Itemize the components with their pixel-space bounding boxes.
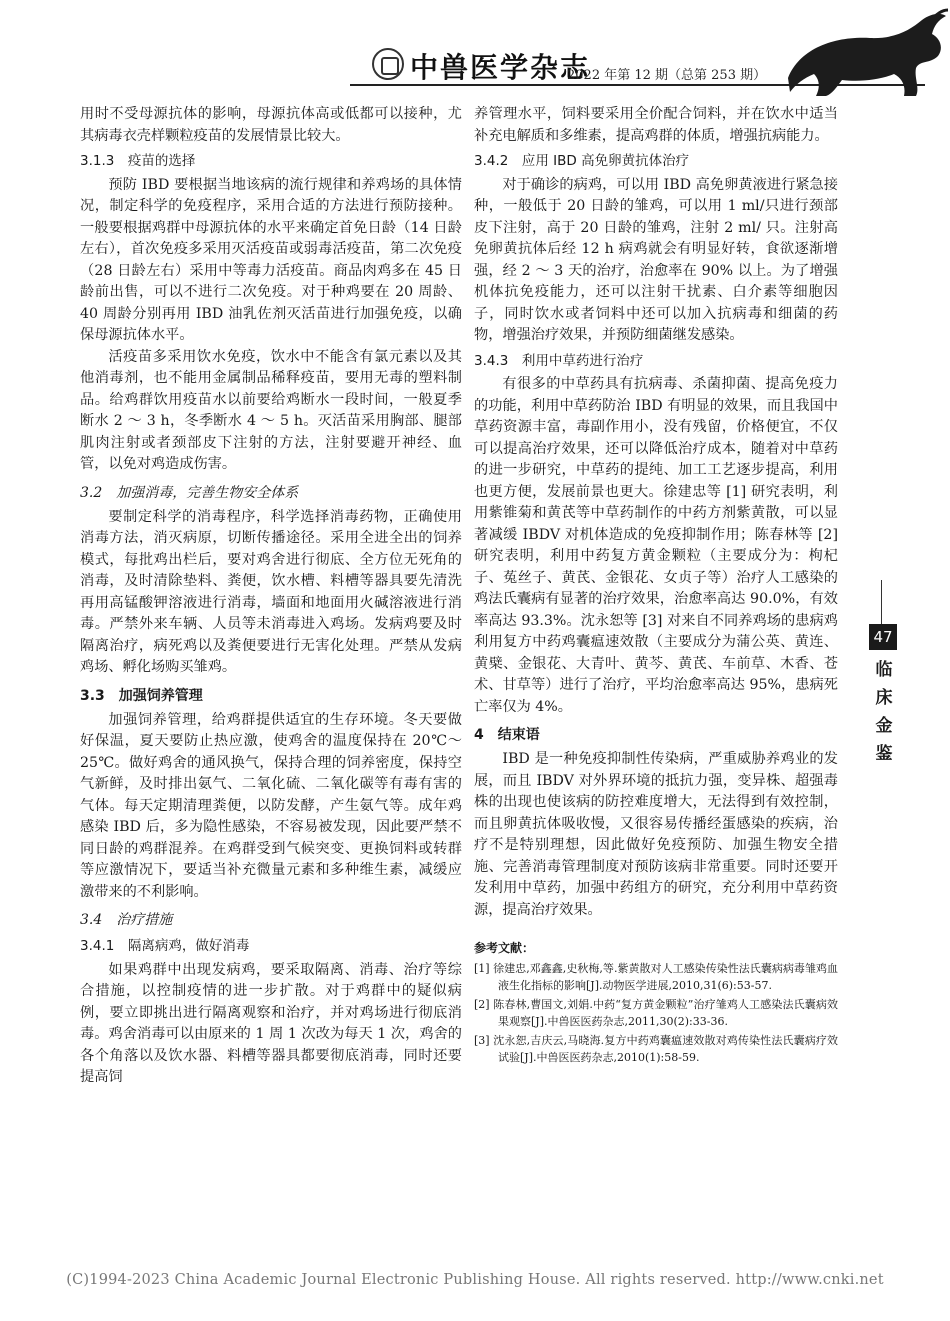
- reference-item: [3] 沈永恕,吉庆云,马晓海.复方中药鸡囊瘟速效散对鸡传染性法氏囊病疗效试验[J].中兽医医药杂志,2010(1):58-59.: [474, 1034, 838, 1064]
- heading-3-3: 3.3 加强饲养管理: [80, 687, 203, 704]
- right-column: [474, 104, 838, 1068]
- heading-3-4-3: 3.4.3 利用中草药进行治疗: [474, 352, 644, 369]
- section-label-char: 金: [875, 716, 893, 736]
- paragraph-vaccine-selection: 预防 IBD 要根据当地该病的流行规律和养鸡场的具体情况，制定科学的免疫程序，采用合适的方法进行预防接种。一般要根据鸡群中母源抗体的水平来确定首免日龄（14 日龄左右），首次免疫多采用灭活疫苗或弱毒活疫苗，第二次免疫（28 日龄左右）采用中等毒力活疫苗。商品肉鸡多在 45 日龄前出售，可以不进行二次免疫。对于种鸡要在 20 周龄、40 周龄分别再用 IBD 油乳佐剂灭活苗进行加强免疫，以确保母源抗体水平。: [80, 176, 462, 343]
- paragraph-conclusion: IBD 是一种免疫抑制性传染病，严重威胁养鸡业的发展，而且 IBDV 对外界环境的抵抗力强，变异株、超强毒株的出现也使该病的防控难度增大，无法得到有效控制，而且卵黄抗体吸收慢，又很容易传播经蛋感染的疾病，治疗不是特别理想，因此做好免疫预防、加强生物安全措施、完善消毒管理制度对预防该病非常重要。同时还要开发利用中草药，加强中药组方的研究，充分利用中草药资源，提高治疗效果。: [474, 751, 838, 918]
- heading-3-4-1: 3.4.1 隔离病鸡，做好消毒: [80, 938, 250, 954]
- journal-seal-icon: [372, 48, 404, 80]
- journal-name: 中兽医学杂志: [410, 51, 591, 84]
- paragraph-vaccine-administration: 活疫苗多采用饮水免疫，饮水中不能含有氯元素以及其他消毒剂，也不能用金属制品稀释疫苗，要用无毒的塑料制品。给鸡群饮用疫苗水以前要给鸡断水一段时间，一般夏季断水 2 ～ 3 h，冬季断水 4 ～ 5 h。灭活苗采用胸部、腿部肌肉注射或者颈部皮下注射的方法，注射要避开神经、血管，以免对鸡造成伤害。: [80, 348, 462, 472]
- reference-item: [1] 徐建忠,邓鑫鑫,史秋梅,等.紫黄散对人工感染传染性法氏囊病病毒雏鸡血液生化指标的影响[J].动物医学进展,2010,31(6):53-57.: [474, 962, 838, 992]
- paragraph-isolation-continued: 养管理水平，饲料要采用全价配合饲料，并在饮水中适当补充电解质和多维素，提高鸡群的体质，增强抗病能力。: [474, 106, 838, 144]
- references-title: 参考文献：: [474, 941, 535, 955]
- section-title: 结束语: [497, 727, 540, 743]
- side-rule: [881, 580, 882, 624]
- section-label-char: 床: [875, 688, 893, 708]
- page-number-badge: 47: [869, 624, 897, 650]
- issue-info: 2022 年第 12 期（总第 253 期）: [567, 68, 767, 83]
- reference-item: [2] 陈春林,曹国文,刘娟.中药“复方黄金颗粒”治疗雏鸡人工感染法氏囊病效果观察[J].中兽医医药杂志,2011,30(2):33-36.: [474, 998, 838, 1028]
- heading-3-4: 3.4 治疗措施: [80, 912, 173, 928]
- ox-illustration-icon: [780, 8, 950, 100]
- paragraph-disinfection: 要制定科学的消毒程序，科学选择消毒药物，正确使用消毒方法，消灭病原，切断传播途径。采用全进全出的饲养模式，每批鸡出栏后，要对鸡舍进行彻底、全方位无死角的消毒，及时清除垫料、粪便，饮水槽、料槽等器具要先清洗再用高锰酸钾溶液进行消毒，墙面和地面用火碱溶液进行消毒。严禁外来车辆、人员等未消毒进入鸡场。发病鸡要及时隔离治疗，病死鸡以及粪便要进行无害化处理。严禁从发病鸡场、孵化场购买雏鸡。: [80, 508, 462, 675]
- paragraph-intro-continued: 用时不受母源抗体的影响，母源抗体高或低都可以接种，尤其病毒衣壳样颗粒疫苗的发展情景比较大。: [80, 106, 462, 144]
- section-label: [874, 656, 894, 768]
- paragraph-isolation: 如果鸡群中出现发病鸡，要采取隔离、消毒、治疗等综合措施，以控制疫情的进一步扩散。对于鸡群中的疑似病例，要立即挑出进行隔离观察和治疗，并对鸡场进行彻底消毒。鸡舍消毒可以由原来的 1 周 1 次改为每天 1 次，鸡舍的各个角落以及饮水器、料槽等器具都要彻底消毒，同时还要提高饲: [80, 961, 462, 1085]
- left-column: [80, 104, 462, 1089]
- heading-3-2: 3.2 加强消毒，完善生物安全体系: [80, 484, 299, 501]
- section-label-char: 鉴: [875, 744, 893, 764]
- heading-4-conclusion: [474, 723, 838, 747]
- section-number: 4: [474, 727, 484, 743]
- paragraph-feeding-management: 加强饲养管理，给鸡群提供适宜的生存环境。冬天要做好保温，夏天要防止热应激，使鸡舍的温度保持在 20℃～ 25℃。做好鸡舍的通风换气，保持合理的饲养密度，保持空气新鲜，及时排出氨气、二氧化硫、二氧化碳等有毒有害的气体。每天定期清理粪便，以防发酵，产生氨气等。成年鸡感染 IBD 后，多为隐性感染，不容易被发现，因此要严禁不同日龄的鸡群混养。在鸡群受到气候突变、更换饲料或转群等应激情况下，要适当补充微量元素和多种维生素，减缓应激带来的不利影响。: [80, 711, 462, 900]
- heading-3-1-3: 3.1.3 疫苗的选择: [80, 153, 196, 169]
- paragraph-herbal-medicine: 有很多的中草药具有抗病毒、杀菌抑菌、提高免疫力的功能，利用中草药防治 IBD 有明显的效果，而且我国中草药资源丰富，毒副作用小，没有残留，价格便宜，不仅可以提高治疗效果，还可以降低治疗成本，随着对中草药的进一步研究，中草药的提纯、加工工艺逐步提高，利用也更方便，发展前景也更大。徐建忠等 [1] 研究表明，利用紫锥菊和黄芪等中草药制作的中药方剂紫黄散，可以显著减缓 IBDV 对机体造成的免疫抑制作用；陈春林等 [2] 研究表明，利用中药复方黄金颗粒（主要成分为：枸杞子、菟丝子、黄芪、金银花、女贞子等）治疗人工感染的鸡法氏囊病有显著的治疗效果，治愈率高达 90.0%，有效率高达 93.3%。沈永恕等 [3] 对来自不同养鸡场的患病鸡利用复方中药鸡囊瘟速效散（主要成分为蒲公英、黄连、黄檗、金银花、大青叶、黄芩、黄芪、车前草、木香、苍术、甘草等）进行了治疗，平均治愈率高达 95%，患病死亡率仅为 4%。: [474, 376, 838, 715]
- page-header: [0, 0, 950, 110]
- paragraph-yolk-antibody: 对于确诊的病鸡，可以用 IBD 高免卵黄液进行紧急接种，一般低于 20 日龄的雏鸡，可以用 1 ml/只进行颈部皮下注射，高于 20 日龄的雏鸡，注射 2 ml/ 只。注射高免卵黄抗体后经 12 h 病鸡就会有明显好转，食欲逐渐增强，经 2 ～ 3 天的治疗，治愈率在 90% 以上。为了增强机体抗免疫能力，还可以注射干扰素、白介素等细胞因子，同时饮水或者饲料中还可以加入抗病毒和细菌的药物，增强治疗效果，并预防细菌继发感染。: [474, 176, 838, 343]
- copyright-footer: (C)1994-2023 China Academic Journal Electronic Publishing House. All rights reserved. http://www.cnki.net: [66, 1272, 884, 1288]
- heading-3-4-2: 3.4.2 应用 IBD 高免卵黄抗体治疗: [474, 153, 690, 169]
- section-label-char: 临: [875, 660, 893, 680]
